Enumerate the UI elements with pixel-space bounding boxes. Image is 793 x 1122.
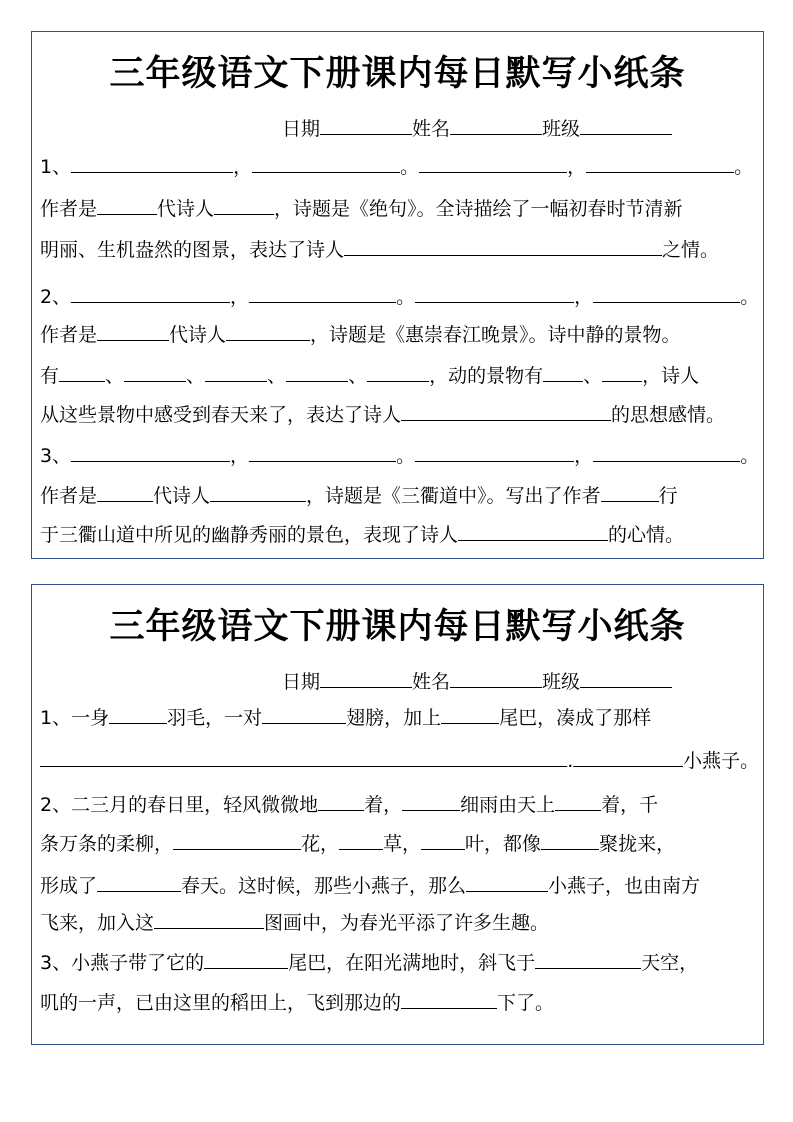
question-line	[40, 831, 675, 856]
name-blank[interactable]	[450, 669, 542, 688]
sheet-title: 三年级语文下册课内每日默写小纸条	[109, 53, 686, 94]
line-text: ，	[567, 156, 587, 178]
question-line	[40, 443, 759, 468]
line-text: 代诗人	[153, 485, 211, 507]
answer-blank[interactable]	[402, 792, 460, 811]
line-text: 飞来，加入这	[40, 912, 155, 934]
answer-blank[interactable]	[109, 705, 167, 724]
date-label: 日期	[282, 671, 321, 693]
line-text: 1、一身	[40, 707, 110, 729]
answer-blank[interactable]	[154, 910, 264, 929]
answer-blank[interactable]	[205, 363, 267, 382]
line-text: ，	[230, 445, 249, 467]
line-text: 尾巴，凑成了那样	[499, 707, 652, 729]
line-text: 尾巴，在阳光满地时，斜飞于	[288, 952, 536, 974]
line-text: 从这些景物中感受到春天来了，表达了诗人	[40, 404, 402, 426]
answer-blank[interactable]	[441, 705, 499, 724]
line-text: ，	[230, 286, 249, 308]
question-line	[40, 196, 683, 221]
question-line	[40, 950, 698, 975]
answer-blank[interactable]	[401, 990, 497, 1009]
question-line	[40, 237, 719, 262]
line-text: 着，千	[601, 794, 659, 816]
name-label: 姓名	[412, 118, 451, 140]
class-label: 班级	[542, 671, 581, 693]
line-text: 聚拢来，	[599, 833, 676, 855]
answer-blank[interactable]	[318, 792, 364, 811]
line-text: ，诗人	[642, 365, 700, 387]
answer-blank[interactable]	[59, 363, 105, 382]
student-info-row	[282, 114, 672, 141]
line-text: 天空，	[641, 952, 699, 974]
line-text: 作者是	[40, 324, 98, 346]
answer-blank[interactable]	[339, 831, 383, 850]
line-text: 草，	[383, 833, 422, 855]
line-text: 于三衢山道中所见的幽静秀丽的景色，表现了诗人	[40, 524, 459, 546]
line-text: 翅膀，加上	[346, 707, 442, 729]
name-blank[interactable]	[450, 116, 542, 135]
question-line	[40, 322, 681, 347]
line-text: ，诗题是《惠崇春江晚景》。诗中静的景物。	[310, 324, 681, 346]
line-text: 之情。	[662, 239, 720, 261]
line-text: 代诗人	[169, 324, 227, 346]
line-text: 。	[740, 445, 760, 467]
line-text: 。	[396, 286, 416, 308]
name-label: 姓名	[412, 671, 451, 693]
line-text: ，动的景物有	[429, 365, 544, 387]
answer-blank[interactable]	[97, 322, 169, 341]
line-text: 春天。这时候，那些小燕子，那么	[181, 875, 467, 897]
line-text: 着，	[364, 794, 403, 816]
answer-blank[interactable]	[543, 363, 583, 382]
answer-blank[interactable]	[535, 950, 641, 969]
question-line	[40, 792, 658, 817]
answer-blank[interactable]	[586, 154, 734, 173]
line-text: 、	[583, 365, 603, 387]
answer-blank[interactable]	[555, 792, 601, 811]
date-blank[interactable]	[320, 669, 412, 688]
answer-blank[interactable]	[249, 284, 396, 303]
question-line	[40, 522, 684, 547]
answer-blank[interactable]	[367, 363, 429, 382]
question-line	[40, 154, 753, 179]
question-line	[40, 402, 725, 427]
answer-blank[interactable]	[252, 154, 400, 173]
sheet-title: 三年级语文下册课内每日默写小纸条	[109, 606, 686, 647]
answer-blank[interactable]	[226, 322, 310, 341]
answer-blank[interactable]	[262, 705, 346, 724]
line-text: 。	[734, 156, 754, 178]
question-line	[40, 990, 554, 1015]
answer-blank[interactable]	[97, 483, 153, 502]
line-text: 。	[400, 156, 420, 178]
line-text: 、	[348, 365, 368, 387]
answer-blank[interactable]	[173, 831, 301, 850]
question-line	[40, 705, 651, 730]
answer-blank[interactable]	[210, 483, 306, 502]
line-text: 小燕子。	[683, 750, 760, 772]
question-line	[40, 483, 678, 508]
line-text: 、	[267, 365, 287, 387]
answer-blank[interactable]	[415, 284, 574, 303]
dictation-card-2	[31, 584, 764, 1045]
line-text: 的心情。	[608, 524, 685, 546]
line-text: 图画中，为春光平添了许多生趣。	[264, 912, 550, 934]
line-text: 。	[396, 445, 416, 467]
answer-blank[interactable]	[40, 748, 567, 767]
line-text: 代诗人	[157, 198, 215, 220]
line-text: 作者是	[40, 198, 98, 220]
answer-blank[interactable]	[124, 363, 186, 382]
answer-blank[interactable]	[415, 443, 574, 462]
line-text: .	[567, 750, 574, 772]
date-label: 日期	[282, 118, 321, 140]
question-line	[40, 363, 699, 388]
question-line	[40, 284, 759, 309]
question-line	[40, 873, 700, 898]
class-blank[interactable]	[580, 669, 672, 688]
answer-blank[interactable]	[344, 237, 662, 256]
question-line	[40, 910, 549, 935]
dictation-card-1	[31, 31, 764, 559]
date-blank[interactable]	[320, 116, 412, 135]
answer-blank[interactable]	[601, 483, 659, 502]
line-text: ，	[574, 445, 594, 467]
answer-blank[interactable]	[466, 873, 548, 892]
line-text: 条万条的柔柳，	[40, 833, 174, 855]
question-line	[40, 748, 759, 773]
student-info-row	[282, 667, 672, 694]
answer-blank[interactable]	[249, 443, 396, 462]
answer-blank[interactable]	[204, 950, 288, 969]
answer-blank[interactable]	[71, 154, 233, 173]
line-text: 有	[40, 365, 60, 387]
line-text: 、	[105, 365, 125, 387]
answer-blank[interactable]	[71, 284, 230, 303]
line-text: 2、二三月的春日里，轻风微微地	[40, 794, 319, 816]
line-text: 3、	[40, 445, 71, 467]
answer-blank[interactable]	[541, 831, 599, 850]
answer-blank[interactable]	[458, 522, 608, 541]
answer-blank[interactable]	[602, 363, 642, 382]
answer-blank[interactable]	[71, 443, 230, 462]
answer-blank[interactable]	[97, 196, 157, 215]
line-text: ，诗题是《绝句》。全诗描绘了一幅初春时节清新	[274, 198, 683, 220]
line-text: 羽毛，一对	[167, 707, 263, 729]
class-blank[interactable]	[580, 116, 672, 135]
line-text: 2、	[40, 286, 71, 308]
line-text: 花，	[301, 833, 340, 855]
answer-blank[interactable]	[286, 363, 348, 382]
line-text: 细雨由天上	[460, 794, 556, 816]
line-text: 3、小燕子带了它的	[40, 952, 205, 974]
line-text: 叽的一声，已由这里的稻田上，飞到那边的	[40, 992, 402, 1014]
line-text: 的思想感情。	[611, 404, 726, 426]
line-text: 1、	[40, 156, 72, 178]
line-text: ，	[233, 156, 253, 178]
line-text: 叶，都像	[465, 833, 542, 855]
line-text: 明丽、生机盎然的图景，表达了诗人	[40, 239, 345, 261]
line-text: 下了。	[497, 992, 555, 1014]
line-text: 小燕子，也由南方	[548, 875, 701, 897]
line-text: 形成了	[40, 875, 98, 897]
answer-blank[interactable]	[421, 831, 465, 850]
answer-blank[interactable]	[214, 196, 274, 215]
answer-blank[interactable]	[593, 443, 740, 462]
line-text: 。	[740, 286, 760, 308]
class-label: 班级	[542, 118, 581, 140]
line-text: 作者是	[40, 485, 98, 507]
answer-blank[interactable]	[401, 402, 611, 421]
answer-blank[interactable]	[419, 154, 567, 173]
line-text: ，	[574, 286, 594, 308]
line-text: ，诗题是《三衢道中》。写出了作者	[306, 485, 601, 507]
line-text: 、	[186, 365, 206, 387]
answer-blank[interactable]	[593, 284, 740, 303]
answer-blank[interactable]	[573, 748, 683, 767]
line-text: 行	[658, 485, 678, 507]
answer-blank[interactable]	[97, 873, 181, 892]
